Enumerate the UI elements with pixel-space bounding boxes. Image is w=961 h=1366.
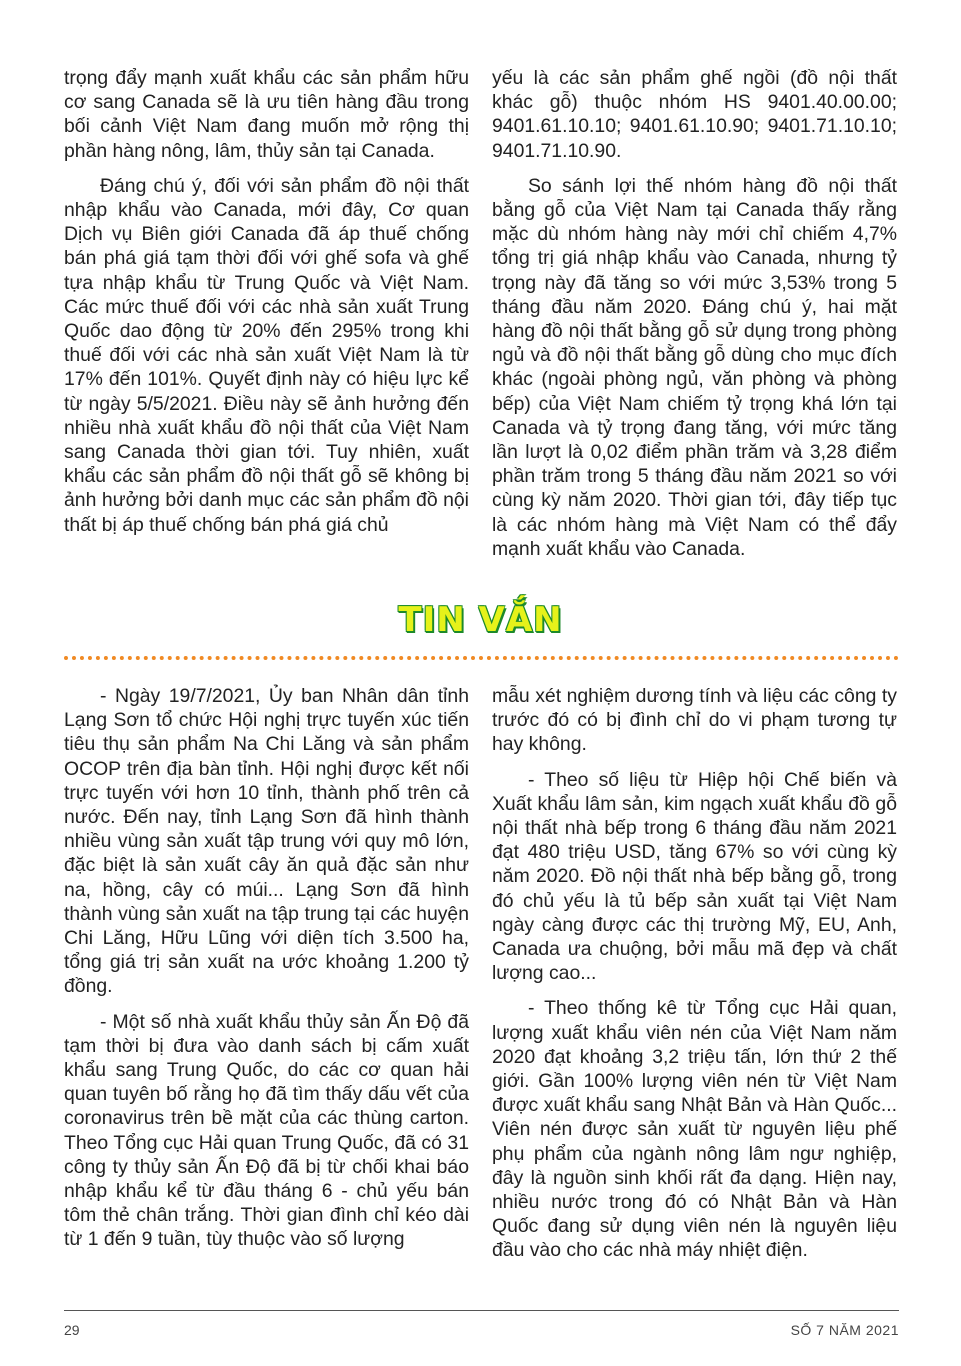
news-item: mẫu xét nghiệm dương tính và liệu các công ty trước đó có bị đình chỉ do vi phạm tương tự hay không. [492, 685, 897, 756]
paragraph: yếu là các sản phẩm ghế ngồi (đồ nội thất khác gỗ) thuộc nhóm HS 9401.40.00.00; 9401.61.10.10; 9401.61.10.90; 9401.71.10.10; 9401.71.10.90. [492, 67, 897, 162]
top-left-column [64, 66, 469, 537]
top-right-column [492, 66, 897, 561]
news-item: - Ngày 19/7/2021, Ủy ban Nhân dân tỉnh Lạng Sơn tổ chức Hội nghị trực tuyến xúc tiến tiêu thụ sản phẩm Na Chi Lăng và sản phẩm OCOP trên địa bàn tỉnh. Hội nghị được kết nối trực tuyến với hơn 10 tỉnh, thành phố trên cả nước. Đến nay, tỉnh Lạng Sơn đã hình thành nhiều vùng sản xuất tập trung với quy mô lớn, đặc biệt là sản xuất cây ăn quả đặc sản như na, hồng, cây có múi... Lạng Sơn đã hình thành vùng sản xuất na tập trung tại các huyện Chi Lăng, Hữu Lũng với diện tích 3.500 ha, tổng giá trị sản xuất na ước khoảng 1.200 tỷ đồng. [64, 685, 469, 998]
footer-rule [64, 1310, 899, 1311]
paragraph: So sánh lợi thế nhóm hàng đồ nội thất bằng gỗ của Việt Nam tại Canada thấy rằng mặc dù nhóm hàng này mới chỉ chiếm 4,7% tổng trị giá nhập khẩu vào Canada, nhưng tỷ trọng này đã tăng so với mức 3,53% trong 5 tháng đầu năm 2020. Đáng chú ý, hai mặt hàng đồ nội thất bằng gỗ sử dụng trong phòng ngủ và đồ nội thất bằng gỗ dùng cho mục đích khác (ngoài phòng ngủ, văn phòng và phòng bếp) của Việt Nam chiếm tỷ trọng khá lớn tại Canada và tỷ trọng đang tăng, với mức tăng lần lượt là 0,02 điểm phần trăm và 3,28 điểm phần trăm trong 5 tháng đầu năm 2021 so với cùng kỳ năm 2020. Thời gian tới, đây tiếp tục là các nhóm hàng mà Việt Nam có thể đẩy mạnh xuất khẩu vào Canada. [492, 174, 897, 560]
news-item: - Một số nhà xuất khẩu thủy sản Ấn Độ đã tạm thời bị đưa vào danh sách bị cấm xuất khẩu sang Trung Quốc, do các cơ quan hải quan tuyên bố rằng họ đã tìm thấy dấu vết của coronavirus trên bề mặt của các thùng carton. Theo Tổng cục Hải quan Trung Quốc, đã có 31 công ty thủy sản Ấn Độ đã bị từ chối khai báo nhập khẩu kể từ đầu tháng 6 - chủ yếu bán tôm thẻ chân trắng. Thời gian đình chỉ kéo dài từ 1 đến 9 tuần, tùy thuộc vào số lượng [64, 1010, 469, 1251]
page-number: 29 [64, 1322, 80, 1338]
news-item: - Theo số liệu từ Hiệp hội Chế biến và Xuất khẩu lâm sản, kim ngạch xuất khẩu đồ gỗ nội thất nhà bếp trong 6 tháng đầu năm 2021 đạt 480 triệu USD, tăng 67% so với cùng kỳ năm 2020. Đồ nội thất nhà bếp bằng gỗ, trong đó chủ yếu là tủ bếp sản xuất tại Việt Nam ngày càng được các thị trường Mỹ, EU, Anh, Canada ưa chuộng, bởi mẫu mã đẹp và chất lượng cao... [492, 768, 897, 985]
bottom-left-column [64, 684, 469, 1252]
paragraph: Đáng chú ý, đối với sản phẩm đồ nội thất nhập khẩu vào Canada, mới đây, Cơ quan Dịch vụ Biên giới Canada đã áp thuế chống bán phá giá tạm thời đối với ghế sofa và ghế tựa nhập khẩu từ Trung Quốc và Việt Nam. Các mức thuế đối với các nhà sản xuất Trung Quốc dao động từ 20% đến 295% trong khi thuế đối với các nhà sản xuất Việt Nam là từ 17% đến 101%. Quyết định này có hiệu lực kể từ ngày 5/5/2021. Điều này sẽ ảnh hưởng đến nhiều nhà xuất khẩu đồ nội thất của Việt Nam sang Canada thời gian tới. Tuy nhiên, xuất khẩu các sản phẩm đồ nội thất gỗ sẽ không bị ảnh hưởng bởi danh mục các sản phẩm đồ nội thất bị áp thuế chống bán phá giá chủ [64, 174, 469, 536]
bottom-right-column [492, 684, 897, 1263]
news-item: - Theo thống kê từ Tổng cục Hải quan, lượng xuất khẩu viên nén của Việt Nam năm 2020 đạt khoảng 3,2 triệu tấn, lớn thứ 2 thế giới. Gần 100% lượng viên nén từ Việt Nam được xuất khẩu sang Nhật Bản và Hàn Quốc... Viên nén được sản xuất từ nguyên liệu phế phụ phẩm của ngành nông lâm ngư nghiệp, đây là nguồn sinh khối rất đa dạng. Hiện nay, nhiều nước trong đó có Nhật Bản và Hàn Quốc đang sử dụng viên nén là nguyên liệu đầu vào cho các nhà máy nhiệt điện. [492, 997, 897, 1262]
paragraph: trọng đẩy mạnh xuất khẩu các sản phẩm hữu cơ sang Canada sẽ là ưu tiên hàng đầu trong bối cảnh Việt Nam đang muốn mở rộng thị phần hàng nông, lâm, thủy sản tại Canada. [64, 67, 469, 162]
section-title: TIN VẮN [398, 600, 563, 640]
dotted-divider [64, 656, 899, 660]
issue-label: SỐ 7 NĂM 2021 [790, 1322, 899, 1338]
